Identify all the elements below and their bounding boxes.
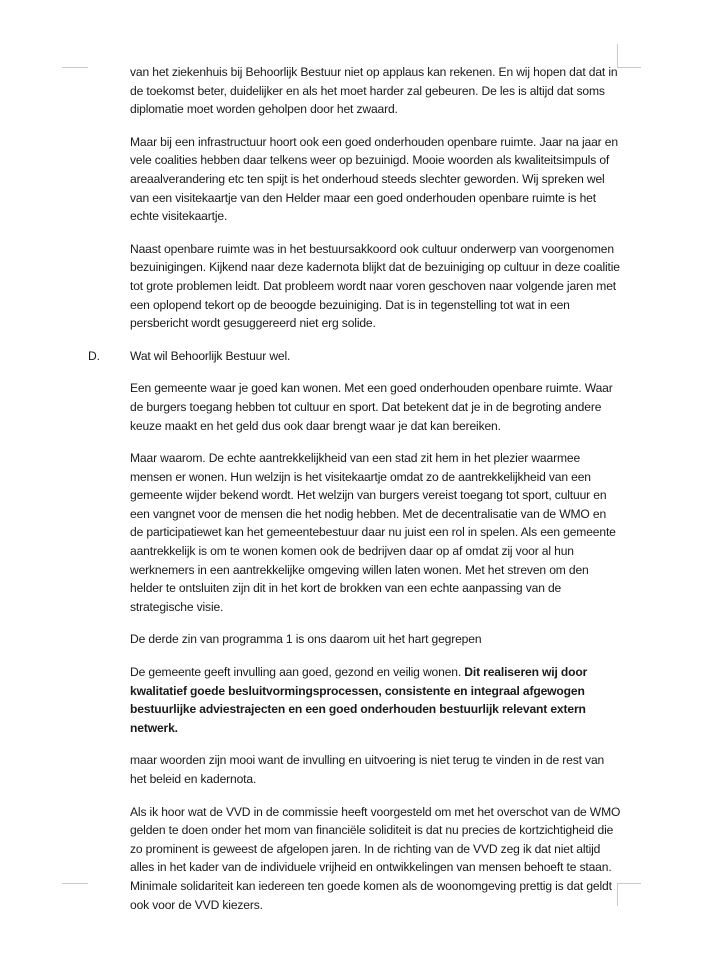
paragraph-quote-programma [130,663,622,737]
paragraph-cultuur: Naast openbare ruimte was in het bestuursakkoord ook cultuur onderwerp van voorgenomen bezuinigingen. Kijkend naar deze kadernota blijkt dat de bezuiniging op cultuur in deze coalitie tot grote problemen leidt. Dat probleem wordt naar voren geschoven naar volgende jaren met een oplopend tekort op de beoogde bezuiniging. Dat is in tegenstelling tot wat in een persbericht wordt gesuggereerd niet erg solide. [130,241,620,331]
paragraph-woorden-mooi: maar woorden zijn mooi want de invulling en uitvoering is niet terug te vinden in de rest van het beleid en kadernota. [130,753,605,786]
paragraph-openbare-ruimte: Maar bij een infrastructuur hoort ook een goed onderhouden openbare ruimte. Jaar na jaar en vele coalities hebben daar telkens weer op bezuinigd. Mooie woorden als kwaliteitsimpuls of areaalverandering etc ten spijt is het onderhoud steeds slechter geworden. Wij spreken wel van een visitekaartje van den Helder maar een goed onderhouden openbare ruimte is het echte visitekaartje. [130,134,618,224]
quote-normal-text: De gemeente geeft invulling aan goed, gezond en veilig wonen. [130,665,465,680]
crop-mark-bottom-left [62,883,88,884]
section-letter: D. [88,348,100,363]
paragraph-vvd: Als ik hoor wat de VVD in de commissie heeft voorgesteld om met het overschot van de WMO gelden te doen onder het mom van financiële soliditeit is dat nu precies de kortzichtigheid die zo prominent is geweest de afgelopen jaren. In de richting van de VVD zeg ik dat niet altijd alles in het kader van de individuele vrijheid en ontwikkelingen van mensen behoeft te staan. Minimale solidariteit kan iedereen ten goede komen als de woonomgeving prettig is dat geldt ook voor de VVD kiezers. [130,804,621,912]
section-title: Wat wil Behoorlijk Bestuur wel. [130,348,291,363]
paragraph-ziekenhuis: van het ziekenhuis bij Behoorlijk Bestuur niet op applaus kan rekenen. En wij hopen dat dat in de toekomst beter, duidelijker en als het moet harder zal gebeuren. De les is altijd dat soms diplomatie moet worden geholpen door het zwaard. [130,65,618,117]
paragraph-maar-waarom: Maar waarom. De echte aantrekkelijkheid van een stad zit hem in het plezier waarmee mensen er wonen. Hun welzijn is het visitekaartje omdat zo de aantrekkelijkheid van een gemeente wijder bekend wordt. Het welzijn van burgers vereist toegang tot sport, cultuur en een vangnet voor de mensen die het nodig hebben. Met de decentralisatie van de WMO en de participatiewet kan het gemeentebestuur daar nu juist een rol in spelen. Als een gemeente aantrekkelijk is om te wonen komen ook de bedrijven daar op af omdat zij voor al hun werknemers in een aantrekkelijke omgeving willen laten wonen. Met het streven om den helder te ontsluiten zijn dit in het kort de brokken van een echte aanpassing van de strategische visie. [130,451,616,614]
section-heading [88,347,622,366]
paragraph-gemeente-wonen: Een gemeente waar je goed kan wonen. Met een goed onderhouden openbare ruimte. Waar de burgers toegang hebben tot cultuur en sport. Dat betekent dat je in de begroting andere keuze maakt en het geld dus ook daar brengt waar je dat kan bereiken. [130,381,613,433]
crop-mark-top-left [62,67,88,68]
quote-bold-text: Dit realiseren wij door kwalitatief goede besluitvormingsprocessen, consistente en integraal afgewogen bestuurlijke adviestrajecten en een goed onderhouden bestuurlijk relevant extern netwerk. [130,665,588,735]
document-body [88,63,622,914]
paragraph-derde-zin: De derde zin van programma 1 is ons daarom uit het hart gegrepen [130,632,482,647]
